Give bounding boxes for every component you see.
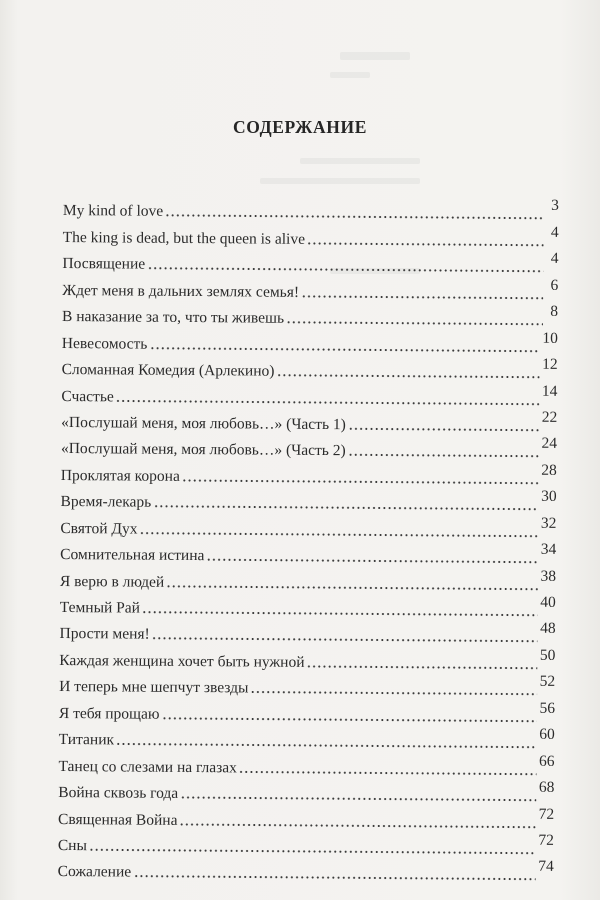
toc-entry-page-number: 48 (540, 620, 556, 638)
toc-entry-title: Ждет меня в дальних землях семья! (62, 281, 300, 301)
toc-dot-leader (179, 822, 535, 828)
toc-entry-title: «Послушай меня, моя любовь…» (Часть 1) (61, 413, 346, 434)
toc-entry (61, 379, 557, 409)
toc-dot-leader (286, 321, 543, 326)
toc-entry (60, 511, 556, 541)
toc-dot-leader (153, 505, 538, 511)
toc-entry-title: И теперь мне шепчут звезды (59, 678, 249, 697)
toc-entry (58, 802, 554, 832)
toc-entry-title: Сломанная Комедия (Арлекино) (61, 361, 275, 380)
toc-entry-page-number: 50 (539, 646, 556, 664)
toc-entry (59, 670, 555, 700)
toc-entry-page-number: 4 (550, 250, 559, 268)
toc-entry-page-number: 6 (550, 276, 559, 294)
toc-entry (58, 749, 554, 779)
toc-dot-leader (301, 295, 543, 300)
toc-entry (62, 353, 558, 383)
toc-entry-title: Посвящение (62, 255, 146, 273)
table-of-contents (58, 194, 559, 885)
toc-entry (62, 326, 558, 356)
toc-entry-page-number: 30 (541, 488, 557, 506)
toc-dot-leader (89, 848, 535, 855)
toc-dot-leader (116, 743, 536, 749)
toc-entry-title: Священная Война (58, 810, 178, 829)
toc-dot-leader (306, 665, 536, 670)
page-title: СОДЕРЖАНИЕ (232, 117, 367, 137)
toc-entry-page-number: 4 (550, 223, 559, 241)
toc-entry-page-number: 14 (541, 382, 558, 400)
toc-dot-leader (149, 346, 539, 352)
toc-dot-leader (182, 479, 538, 485)
toc-entry-title: Сны (57, 836, 88, 855)
show-through-mark (260, 178, 420, 184)
toc-entry-page-number: 68 (538, 778, 555, 796)
toc-dot-leader (139, 531, 537, 537)
toc-entry-title: Темный Рай (59, 598, 141, 617)
toc-entry-page-number: 38 (540, 567, 557, 585)
toc-dot-leader (206, 558, 537, 564)
toc-entry (59, 696, 555, 726)
toc-entry-page-number: 8 (550, 303, 559, 321)
toc-dot-leader (161, 717, 536, 723)
toc-entry-page-number: 22 (541, 408, 558, 426)
toc-entry (58, 828, 554, 858)
toc-entry (60, 591, 556, 621)
toc-entry (61, 432, 557, 462)
toc-entry-title: В наказание за то, что ты живешь (61, 308, 285, 327)
toc-entry (59, 643, 555, 673)
toc-dot-leader (165, 214, 544, 220)
toc-entry-title: Танец со слезами на глазах (58, 757, 238, 777)
toc-entry (62, 273, 558, 303)
toc-dot-leader (276, 374, 539, 379)
toc-dot-leader (133, 875, 535, 881)
toc-dot-leader (116, 399, 539, 405)
toc-entry-page-number: 74 (538, 858, 554, 876)
toc-entry-page-number: 56 (539, 699, 556, 717)
toc-dot-leader (307, 242, 544, 247)
toc-entry (60, 564, 556, 594)
toc-entry-page-number: 3 (551, 197, 559, 215)
toc-entry (60, 538, 556, 568)
toc-entry (61, 485, 557, 515)
toc-dot-leader (348, 454, 539, 458)
toc-dot-leader (152, 637, 537, 643)
toc-entry (59, 723, 555, 753)
toc-dot-leader (142, 611, 537, 617)
toc-entry-page-number: 24 (541, 435, 558, 453)
toc-entry-page-number: 40 (540, 593, 556, 611)
toc-dot-leader (348, 427, 539, 431)
toc-entry-title: Я верю в людей (59, 572, 165, 591)
toc-entry-title: Счастье (61, 387, 114, 405)
toc-entry (61, 458, 557, 488)
toc-dot-leader (166, 584, 537, 590)
show-through-mark (300, 158, 420, 164)
toc-entry (63, 194, 559, 224)
toc-entry-title: Я тебя прощаю (58, 704, 160, 723)
toc-entry-title: My kind of love (62, 202, 164, 221)
toc-entry-page-number: 60 (539, 725, 555, 744)
toc-entry (62, 247, 558, 277)
toc-entry-page-number: 72 (538, 805, 555, 823)
toc-entry (63, 220, 559, 250)
toc-entry-title: Невесомость (61, 334, 148, 353)
toc-entry-page-number: 32 (540, 514, 557, 532)
toc-entry-title: Прости меня! (59, 625, 150, 644)
toc-entry-title: Время-лекарь (60, 493, 152, 511)
show-through-mark (340, 52, 410, 60)
show-through-mark (330, 72, 370, 78)
toc-dot-leader (239, 770, 536, 775)
toc-entry (61, 405, 557, 435)
toc-entry-page-number: 12 (542, 355, 558, 373)
toc-entry-page-number: 72 (538, 831, 555, 849)
toc-entry (58, 776, 554, 806)
toc-entry-title: Сожаление (57, 863, 132, 881)
toc-entry-title: Титаник (58, 731, 115, 749)
toc-entry-title: The king is dead, but the queen is alive (62, 228, 306, 248)
toc-dot-leader (180, 796, 536, 802)
toc-entry-page-number: 28 (541, 461, 557, 479)
toc-dot-leader (250, 691, 536, 696)
toc-entry-title: Святой Дух (60, 519, 138, 538)
toc-dot-leader (147, 267, 543, 273)
toc-entry-title: Сомнительная истина (60, 546, 205, 565)
toc-entry (59, 617, 555, 647)
toc-entry-page-number: 34 (540, 540, 557, 559)
toc-entry-page-number: 10 (542, 329, 558, 347)
toc-entry-title: Каждая женщина хочет быть нужной (59, 651, 305, 671)
toc-entry (58, 855, 554, 885)
toc-entry (62, 300, 558, 330)
toc-entry-title: Проклятая корона (60, 466, 180, 485)
toc-entry-page-number: 52 (539, 673, 556, 691)
toc-entry-title: «Послушай меня, моя любовь…» (Часть 2) (60, 440, 346, 460)
toc-entry-title: Война сквозь года (58, 784, 179, 802)
toc-entry-page-number: 66 (538, 752, 555, 770)
